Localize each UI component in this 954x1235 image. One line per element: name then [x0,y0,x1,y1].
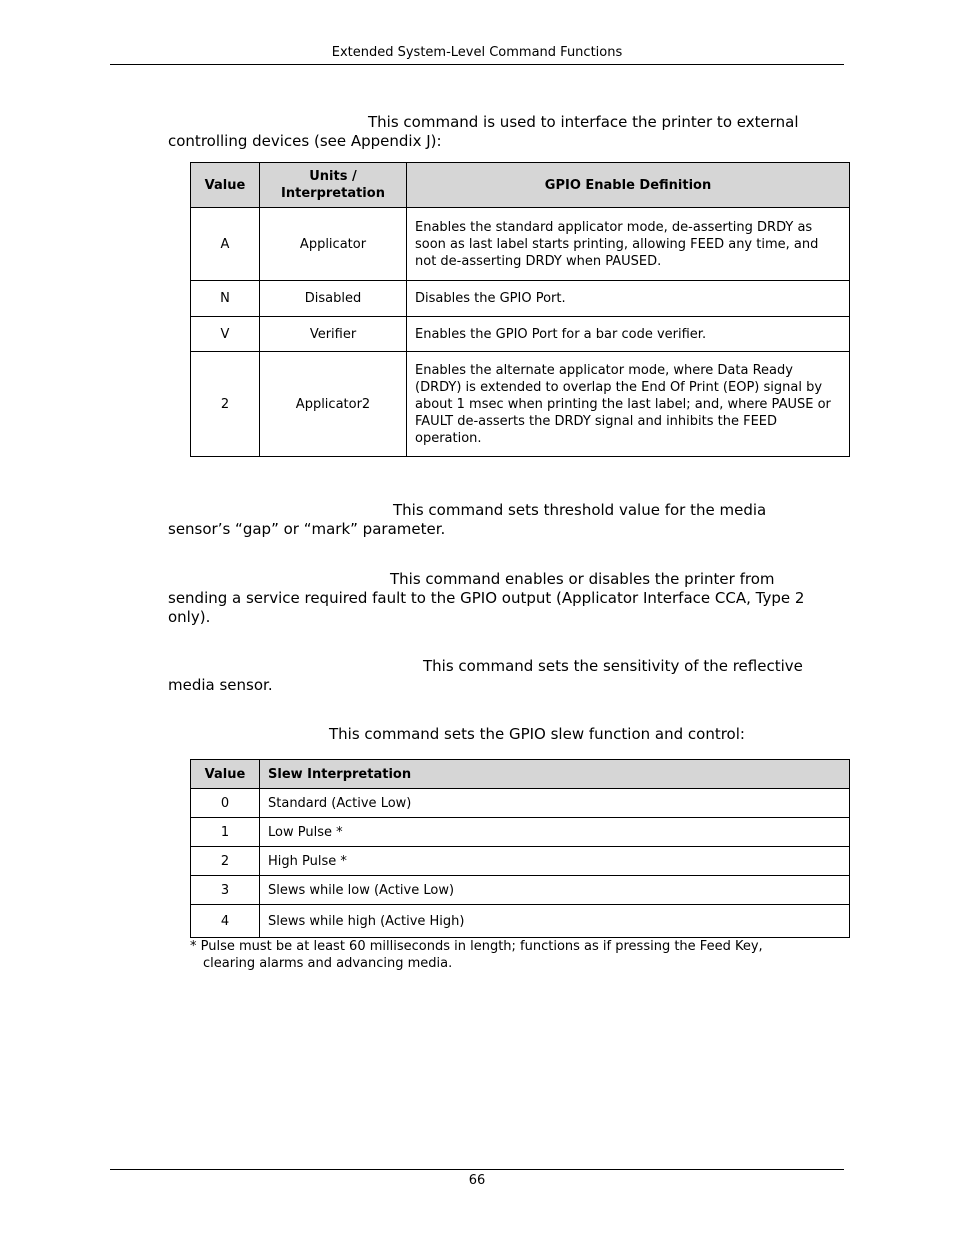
cell-interpretation: Verifier [260,317,407,352]
column-header-value: Value [191,760,260,789]
table-row [191,317,850,352]
footnote-line-1: * Pulse must be at least 60 milliseconds in length; functions as if pressing the Feed Key, [190,939,763,954]
cell-value: A [191,208,260,281]
cell-definition: Disables the GPIO Port. [407,281,850,317]
footnote-line-2: clearing alarms and advancing media. [203,956,453,971]
cell-value: N [191,281,260,317]
column-header-interpretation: Units / Interpretation [260,163,407,208]
table-row [191,789,850,818]
table-row [191,818,850,847]
running-header: Extended System-Level Command Functions [331,45,623,60]
table-row [191,876,850,905]
cell-interpretation: Applicator2 [260,352,407,457]
media-sensor-threshold-description [168,501,844,539]
cell-value: V [191,317,260,352]
sensitivity-line-2: media sensor. [168,676,273,694]
table-header-row [191,163,850,208]
cell-definition: Enables the alternate applicator mode, where Data Ready (DRDY) is extended to overlap the End Of Print (EOP) signal by about 1 msec when printing the last label; and, where PAUSE or FAULT de-asserts the DRDY signal and inhibits the FEED operation. [407,352,850,457]
gpio-enable-line-1: This command is used to interface the printer to external [368,113,799,131]
slew-footnote [190,938,844,972]
cell-interpretation: Disabled [260,281,407,317]
threshold-line-1: This command sets threshold value for the media [393,501,767,519]
cell-interpretation: Low Pulse * [260,818,850,847]
reflective-sensitivity-description [168,657,844,695]
cell-definition: Enables the standard applicator mode, de-asserting DRDY as soon as last label starts printing, allowing FEED any time, and not de-asserting DRDY when PAUSED. [407,208,850,281]
cell-definition: Enables the GPIO Port for a bar code verifier. [407,317,850,352]
gpio-enable-description [168,113,844,151]
footer-rule [110,1169,844,1170]
cell-value: 4 [191,905,260,938]
cell-interpretation: Slews while low (Active Low) [260,876,850,905]
header-rule [110,64,844,65]
table-header-row [191,760,850,789]
table-row [191,281,850,317]
table-row [191,847,850,876]
cell-value: 2 [191,352,260,457]
cell-value: 2 [191,847,260,876]
table-row [191,905,850,938]
page-number: 66 [468,1173,486,1188]
service-fault-line-2: sending a service required fault to the GPIO output (Applicator Interface CCA, Type 2 [168,589,805,607]
gpio-slew-description [168,725,844,744]
cell-value: 3 [191,876,260,905]
column-header-definition: GPIO Enable Definition [407,163,850,208]
cell-interpretation: High Pulse * [260,847,850,876]
cell-interpretation: Standard (Active Low) [260,789,850,818]
sensitivity-line-1: This command sets the sensitivity of the reflective [423,657,803,675]
cell-value: 0 [191,789,260,818]
slew-line-1: This command sets the GPIO slew function and control: [329,725,745,743]
service-fault-line-1: This command enables or disables the printer from [390,570,775,588]
gpio-enable-table [190,162,850,457]
table-row [191,352,850,457]
cell-interpretation: Applicator [260,208,407,281]
table-row [191,208,850,281]
threshold-line-2: sensor’s “gap” or “mark” parameter. [168,520,446,538]
service-fault-line-3: only). [168,608,211,626]
column-header-value: Value [191,163,260,208]
cell-value: 1 [191,818,260,847]
gpio-enable-line-2: controlling devices (see Appendix J): [168,132,442,150]
cell-interpretation: Slews while high (Active High) [260,905,850,938]
column-header-slew-interpretation: Slew Interpretation [260,760,850,789]
gpio-slew-table [190,759,850,938]
service-fault-description [168,570,844,627]
